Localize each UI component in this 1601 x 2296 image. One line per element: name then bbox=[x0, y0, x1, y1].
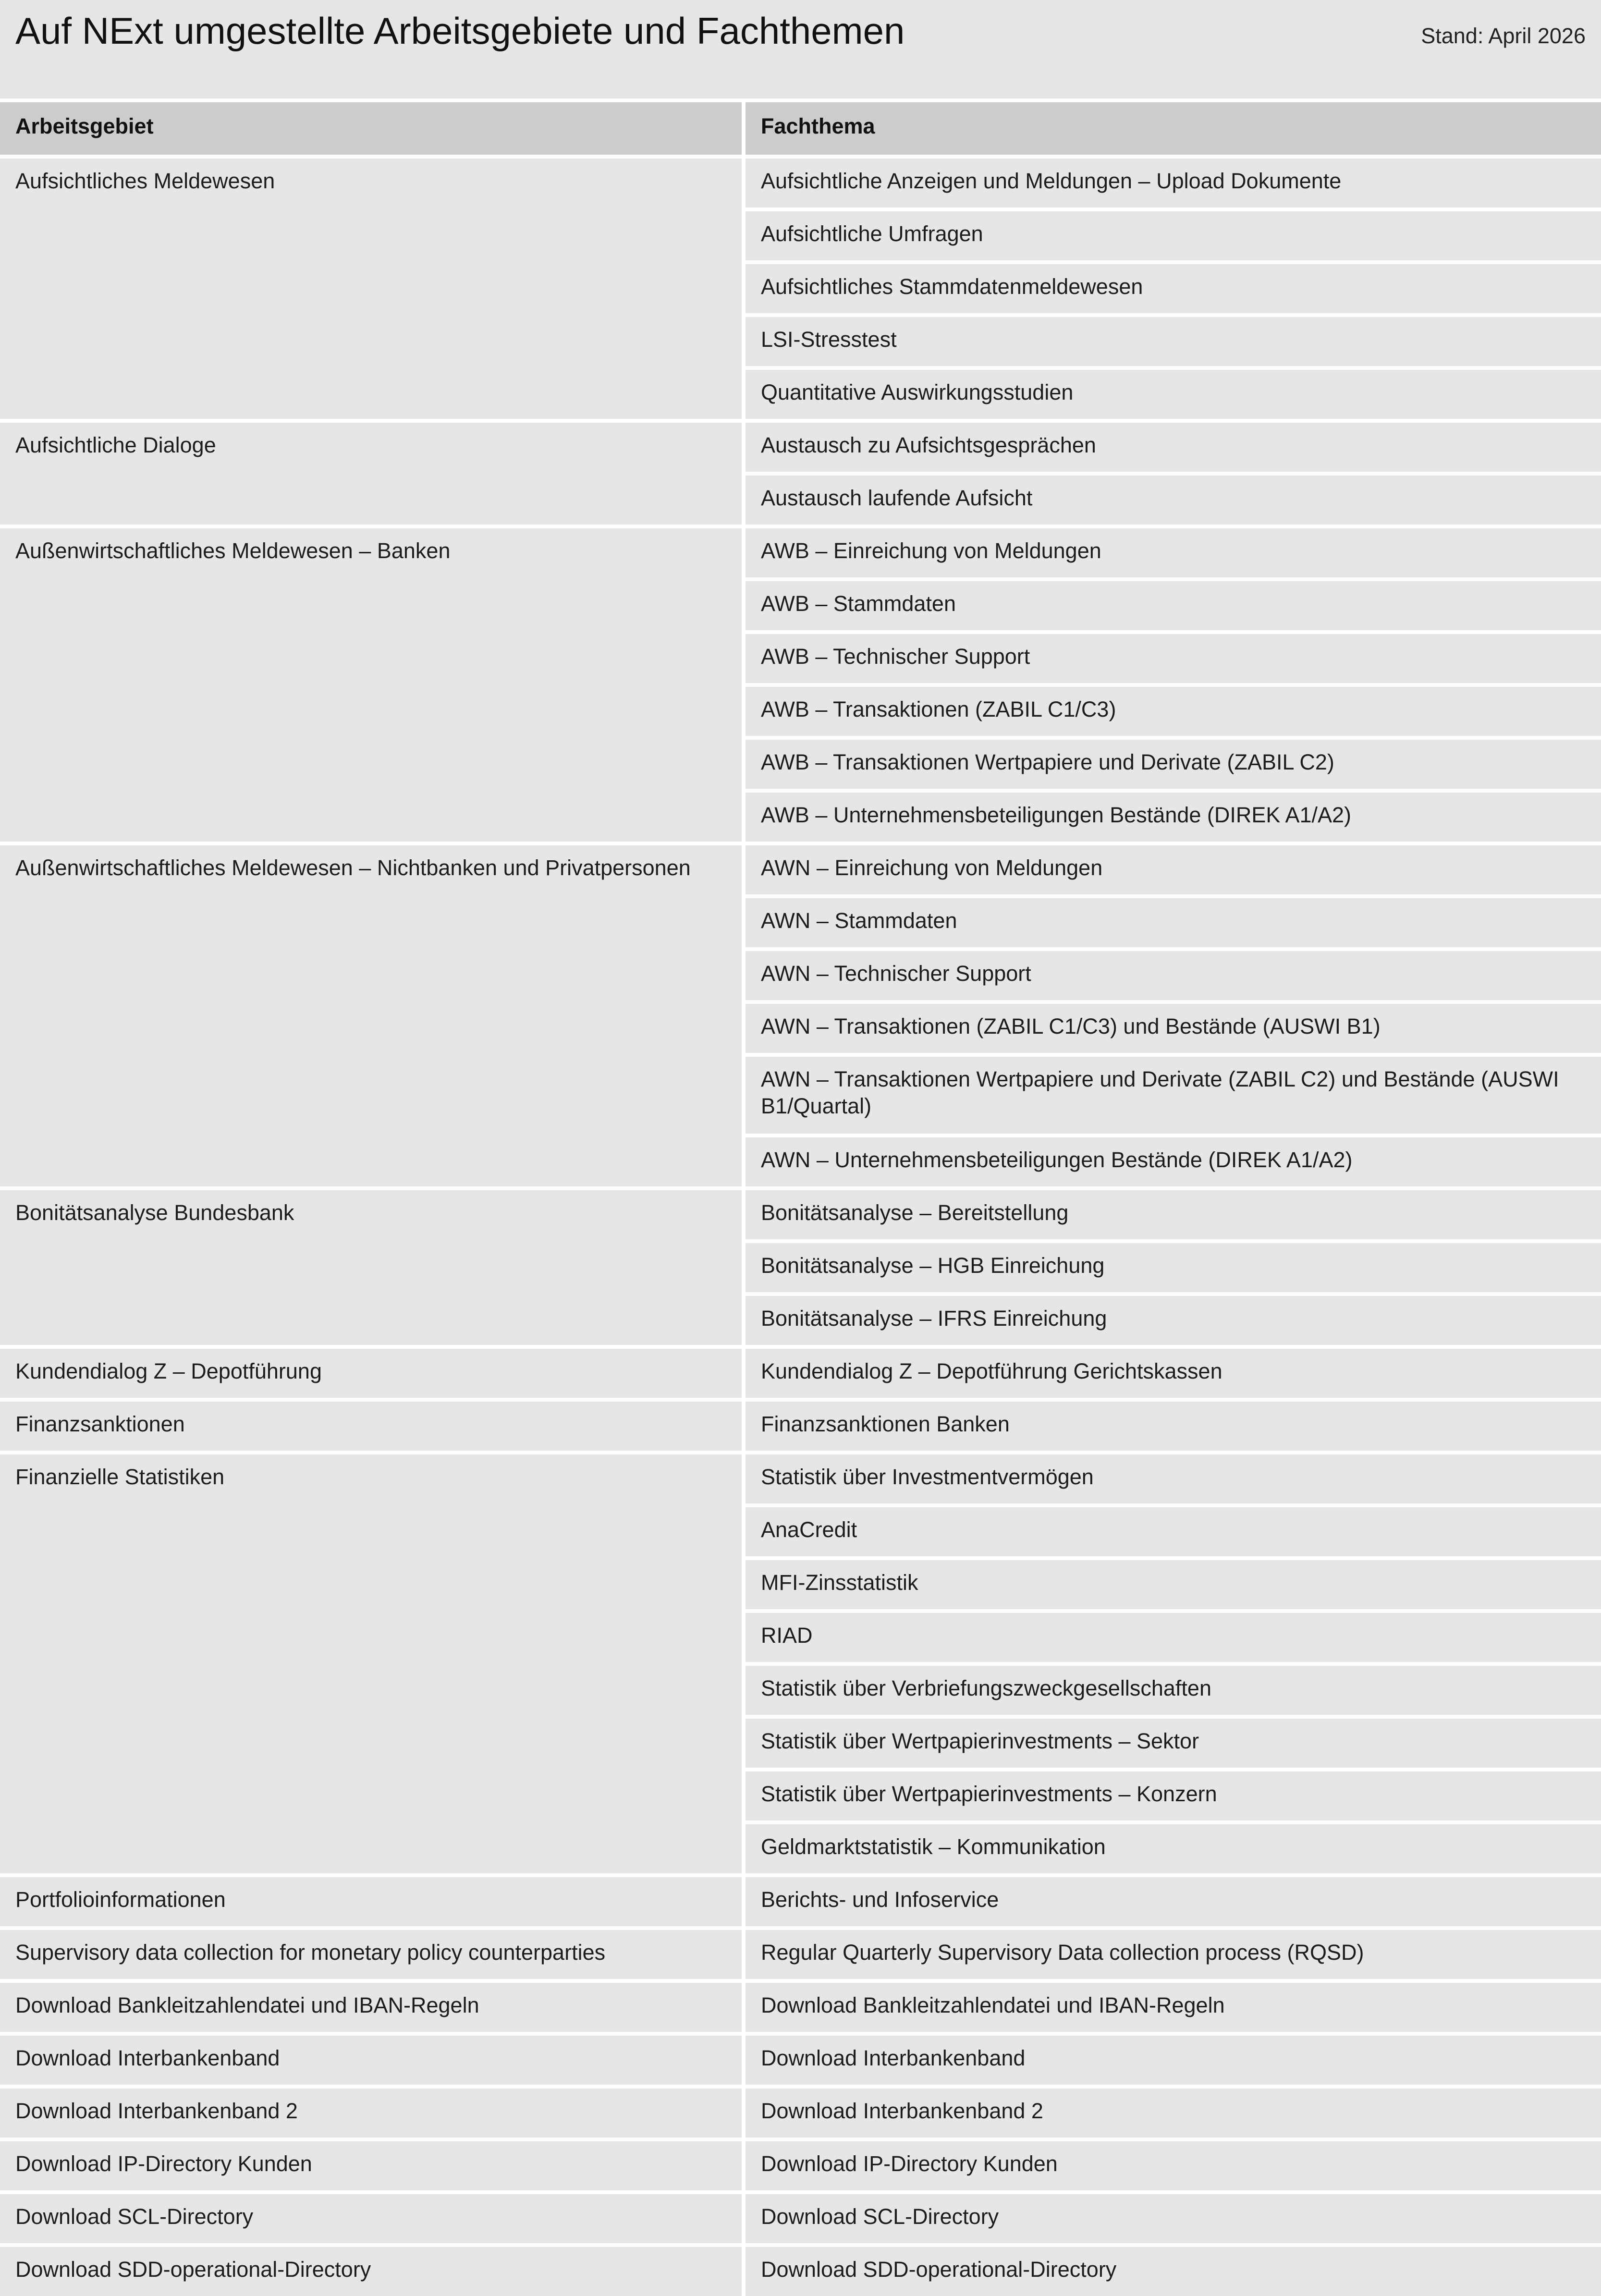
topic-cell: AWB – Einreichung von Meldungen bbox=[744, 526, 1601, 579]
topic-cell: Download Bankleitzahlendatei und IBAN-Regeln bbox=[744, 1981, 1601, 2034]
topic-cell: Austausch zu Aufsichtsgesprächen bbox=[744, 421, 1601, 474]
topic-cell: AWB – Technischer Support bbox=[744, 632, 1601, 685]
table-row bbox=[0, 2139, 1601, 2192]
topic-cell: AWB – Unternehmensbeteiligungen Bestände (DIREK A1/A2) bbox=[744, 791, 1601, 843]
topic-cell: MFI-Zinsstatistik bbox=[744, 1558, 1601, 1611]
area-cell: Bonitätsanalyse Bundesbank bbox=[0, 1188, 744, 1347]
topic-cell: AnaCredit bbox=[744, 1505, 1601, 1558]
topic-cell: AWB – Stammdaten bbox=[744, 579, 1601, 632]
topic-cell: AWN – Transaktionen Wertpapiere und Derivate (ZABIL C2) und Bestände (AUSWI B1/Quartal) bbox=[744, 1055, 1601, 1136]
topic-cell: Download Interbankenband bbox=[744, 2034, 1601, 2087]
topic-cell: AWB – Transaktionen (ZABIL C1/C3) bbox=[744, 685, 1601, 738]
table-row bbox=[0, 526, 1601, 579]
topic-cell: AWN – Technischer Support bbox=[744, 949, 1601, 1002]
table-row bbox=[0, 2245, 1601, 2296]
table-row bbox=[0, 1981, 1601, 2034]
topic-cell: Kundendialog Z – Depotführung Gerichtskassen bbox=[744, 1347, 1601, 1400]
topic-cell: Aufsichtliche Umfragen bbox=[744, 209, 1601, 262]
topic-cell: Aufsichtliche Anzeigen und Meldungen – Upload Dokumente bbox=[744, 157, 1601, 209]
area-cell: Außenwirtschaftliches Meldewesen – Nichtbanken und Privatpersonen bbox=[0, 843, 744, 1188]
table-header-row bbox=[0, 100, 1601, 157]
topic-cell: Bonitätsanalyse – Bereitstellung bbox=[744, 1188, 1601, 1241]
table-row bbox=[0, 2087, 1601, 2139]
table-row bbox=[0, 1188, 1601, 1241]
table-row bbox=[0, 157, 1601, 209]
area-cell: Supervisory data collection for monetary policy counterparties bbox=[0, 1928, 744, 1981]
table-row bbox=[0, 1400, 1601, 1453]
topic-cell: AWN – Einreichung von Meldungen bbox=[744, 843, 1601, 896]
table-row bbox=[0, 1347, 1601, 1400]
topic-cell: Finanzsanktionen Banken bbox=[744, 1400, 1601, 1453]
column-header-arbeitsgebiet: Arbeitsgebiet bbox=[0, 100, 744, 157]
area-cell: Kundendialog Z – Depotführung bbox=[0, 1347, 744, 1400]
table-row bbox=[0, 2192, 1601, 2245]
area-cell: Download Bankleitzahlendatei und IBAN-Regeln bbox=[0, 1981, 744, 2034]
topic-cell: Quantitative Auswirkungsstudien bbox=[744, 368, 1601, 421]
topic-cell: Bonitätsanalyse – HGB Einreichung bbox=[744, 1241, 1601, 1294]
topic-cell: Download SCL-Directory bbox=[744, 2192, 1601, 2245]
area-cell: Aufsichtliche Dialoge bbox=[0, 421, 744, 526]
table-row bbox=[0, 1875, 1601, 1928]
topic-cell: RIAD bbox=[744, 1611, 1601, 1664]
topic-cell: Berichts- und Infoservice bbox=[744, 1875, 1601, 1928]
area-cell: Download SCL-Directory bbox=[0, 2192, 744, 2245]
topic-cell: Bonitätsanalyse – IFRS Einreichung bbox=[744, 1294, 1601, 1347]
topic-cell: Statistik über Verbriefungszweckgesellschaften bbox=[744, 1664, 1601, 1717]
page-title: Auf NExt umgestellte Arbeitsgebiete und Fachthemen bbox=[15, 10, 905, 52]
area-cell: Finanzsanktionen bbox=[0, 1400, 744, 1453]
topics-table bbox=[0, 98, 1601, 2296]
table-body bbox=[0, 157, 1601, 2296]
topic-cell: Austausch laufende Aufsicht bbox=[744, 474, 1601, 526]
area-cell: Aufsichtliches Meldewesen bbox=[0, 157, 744, 421]
topic-cell: LSI-Stresstest bbox=[744, 315, 1601, 368]
area-cell: Download IP-Directory Kunden bbox=[0, 2139, 744, 2192]
table-row bbox=[0, 421, 1601, 474]
page-header bbox=[0, 0, 1601, 98]
topic-cell: AWB – Transaktionen Wertpapiere und Derivate (ZABIL C2) bbox=[744, 738, 1601, 791]
area-cell: Finanzielle Statistiken bbox=[0, 1453, 744, 1875]
area-cell: Download Interbankenband 2 bbox=[0, 2087, 744, 2139]
area-cell: Außenwirtschaftliches Meldewesen – Banken bbox=[0, 526, 744, 843]
topic-cell: Regular Quarterly Supervisory Data collection process (RQSD) bbox=[744, 1928, 1601, 1981]
column-header-fachthema: Fachthema bbox=[744, 100, 1601, 157]
area-cell: Download Interbankenband bbox=[0, 2034, 744, 2087]
topic-cell: Statistik über Wertpapierinvestments – Sektor bbox=[744, 1717, 1601, 1770]
status-date: Stand: April 2026 bbox=[1421, 24, 1586, 48]
topic-cell: Aufsichtliches Stammdatenmeldewesen bbox=[744, 262, 1601, 315]
area-cell: Portfolioinformationen bbox=[0, 1875, 744, 1928]
table-row bbox=[0, 1928, 1601, 1981]
table-row bbox=[0, 2034, 1601, 2087]
topic-cell: AWN – Stammdaten bbox=[744, 896, 1601, 949]
topic-cell: Statistik über Wertpapierinvestments – Konzern bbox=[744, 1770, 1601, 1822]
area-cell: Download SDD-operational-Directory bbox=[0, 2245, 744, 2296]
topic-cell: Download Interbankenband 2 bbox=[744, 2087, 1601, 2139]
topic-cell: Statistik über Investmentvermögen bbox=[744, 1453, 1601, 1505]
topic-cell: Geldmarktstatistik – Kommunikation bbox=[744, 1822, 1601, 1875]
topic-cell: Download IP-Directory Kunden bbox=[744, 2139, 1601, 2192]
table-row bbox=[0, 1453, 1601, 1505]
topic-cell: AWN – Transaktionen (ZABIL C1/C3) und Bestände (AUSWI B1) bbox=[744, 1002, 1601, 1055]
topic-cell: AWN – Unternehmensbeteiligungen Bestände (DIREK A1/A2) bbox=[744, 1136, 1601, 1188]
table-row bbox=[0, 843, 1601, 896]
topic-cell: Download SDD-operational-Directory bbox=[744, 2245, 1601, 2296]
